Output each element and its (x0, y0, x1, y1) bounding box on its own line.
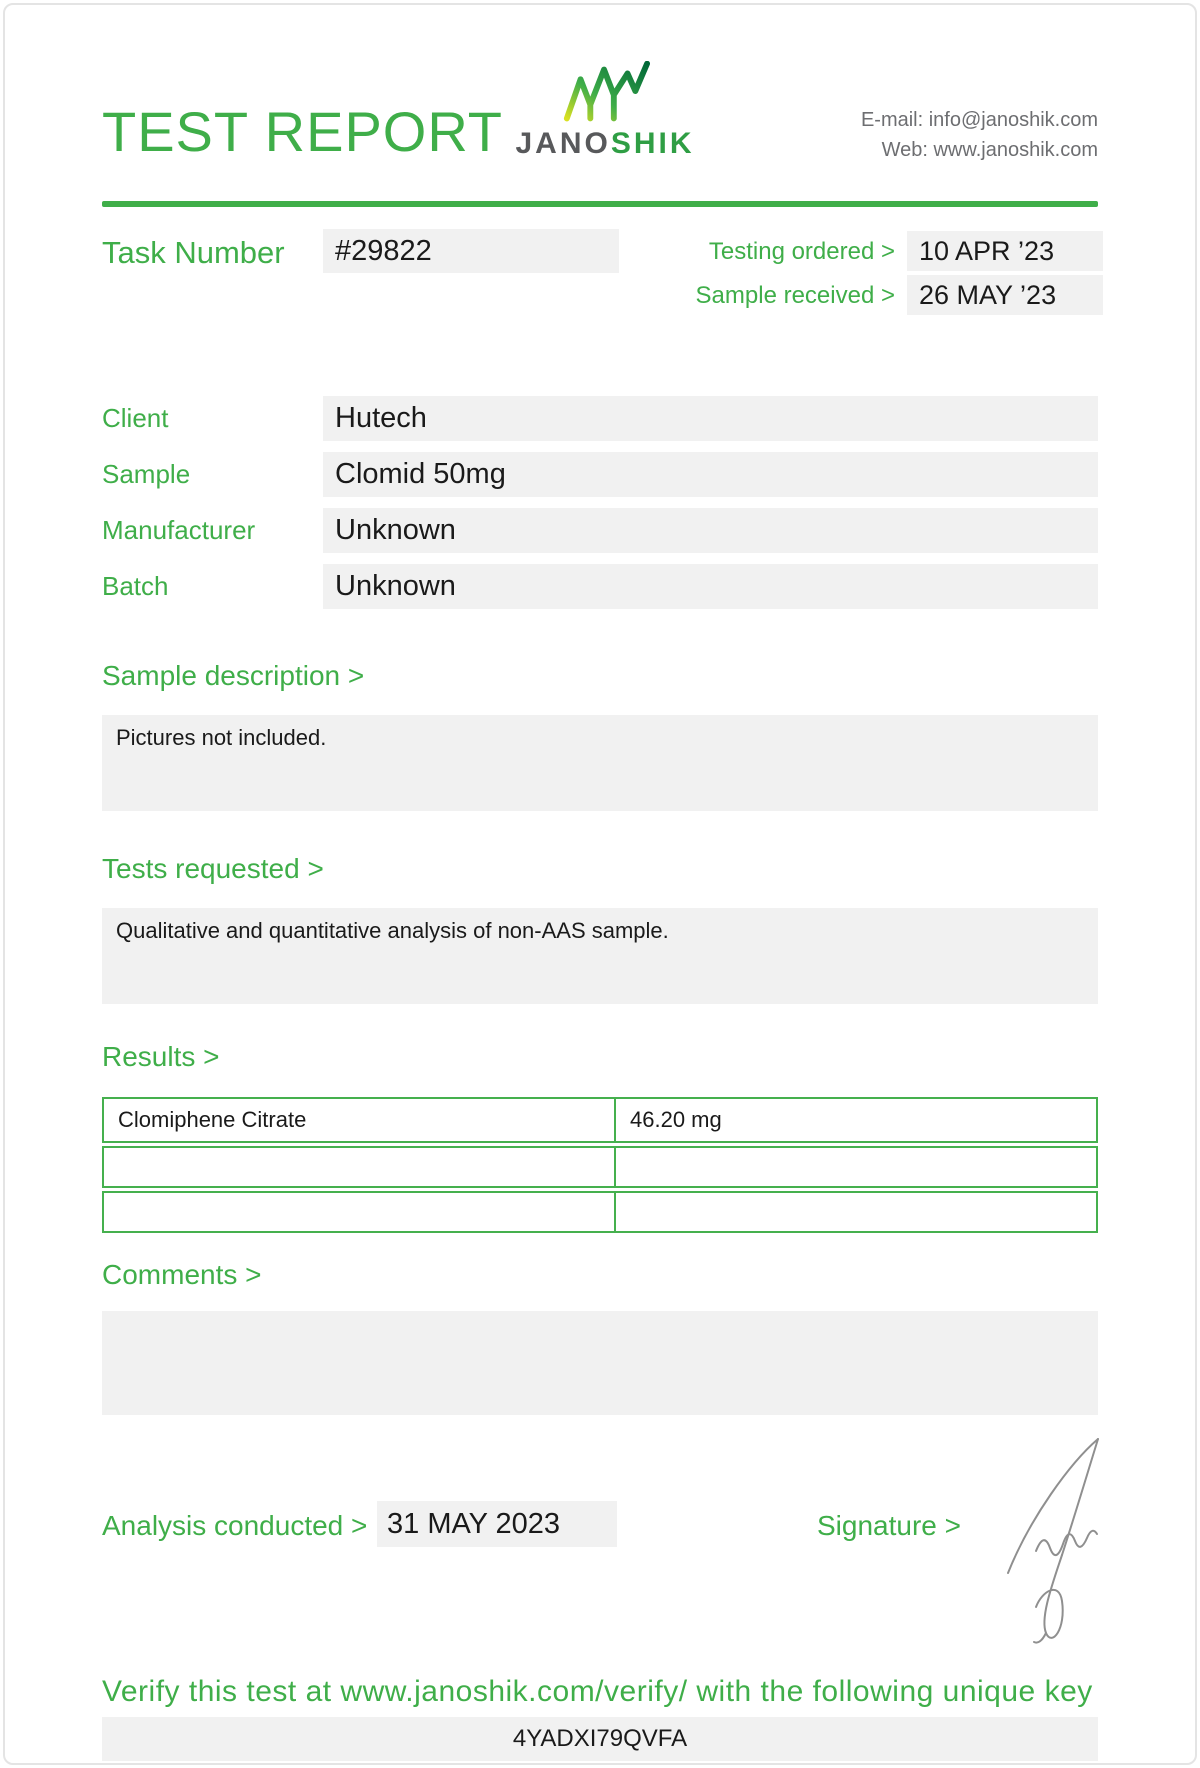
result-substance-cell (104, 1148, 616, 1186)
logo-wordmark-green: SHIK (610, 127, 695, 160)
logo-wordmark-dark: JANO (515, 127, 611, 160)
tests-requested-heading: Tests requested > (102, 853, 324, 884)
result-amount-cell (616, 1148, 1096, 1186)
page-title: TEST REPORT (102, 100, 504, 163)
testing-ordered-label: Testing ordered > (708, 238, 895, 265)
result-substance-cell: Clomiphene Citrate (104, 1099, 616, 1141)
task-number-label: Task Number (102, 235, 285, 270)
signature-scribble (990, 1433, 1120, 1648)
sample-value: Clomid 50mg (323, 452, 1098, 497)
task-number-value: #29822 (323, 229, 619, 273)
logo-wordmark (480, 127, 730, 161)
contact-web: Web: www.janoshik.com (881, 139, 1098, 161)
batch-value: Unknown (323, 564, 1098, 609)
logo-chart-growth-icon (559, 61, 651, 125)
results-table-row (102, 1097, 1098, 1143)
comments-content (102, 1311, 1098, 1415)
results-table-row (102, 1146, 1098, 1188)
client-label: Client (102, 403, 169, 433)
sample-description-heading: Sample description > (102, 660, 365, 691)
results-table (102, 1097, 1098, 1236)
analysis-conducted-date: 31 MAY 2023 (377, 1501, 617, 1547)
manufacturer-label: Manufacturer (102, 515, 256, 545)
client-value: Hutech (323, 396, 1098, 441)
batch-label: Batch (102, 571, 169, 601)
tests-requested-content: Qualitative and quantitative analysis of non-AAS sample. (102, 908, 1098, 1004)
result-amount-cell (616, 1193, 1096, 1231)
results-heading: Results > (102, 1041, 220, 1072)
verify-unique-key: 4YADXI79QVFA (102, 1717, 1098, 1761)
manufacturer-value: Unknown (323, 508, 1098, 553)
sample-received-value: 26 MAY ’23 (907, 275, 1103, 315)
result-substance-cell (104, 1193, 616, 1231)
results-table-row (102, 1191, 1098, 1233)
header-divider (102, 201, 1098, 207)
result-amount-cell: 46.20 mg (630, 1107, 722, 1132)
contact-info (861, 105, 1098, 165)
company-logo (480, 61, 730, 161)
verify-instruction: Verify this test at www.janoshik.com/verify/ with the following unique key (102, 1675, 1093, 1708)
comments-heading: Comments > (102, 1259, 262, 1290)
sample-received-label: Sample received > (695, 282, 895, 309)
sample-description-content: Pictures not included. (102, 715, 1098, 811)
sample-label: Sample (102, 459, 191, 489)
testing-ordered-value: 10 APR ’23 (907, 231, 1103, 271)
analysis-conducted-label: Analysis conducted > (102, 1510, 368, 1541)
signature-label: Signature > (817, 1510, 961, 1541)
report-page (3, 3, 1197, 1765)
contact-email: E-mail: info@janoshik.com (860, 109, 1098, 131)
